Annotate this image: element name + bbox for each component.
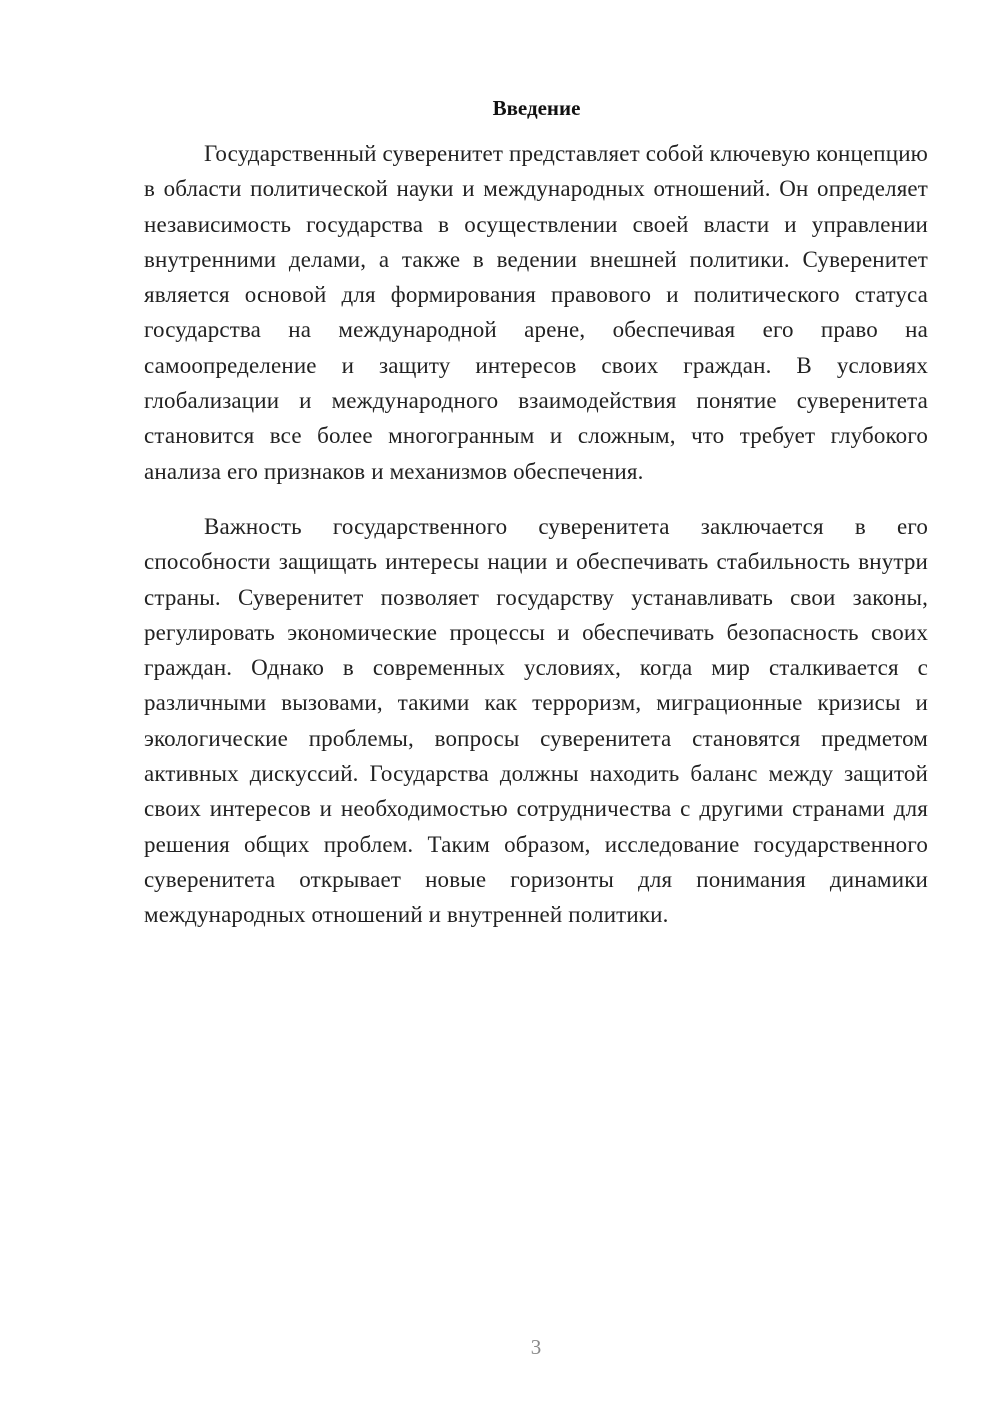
- paragraph-2: Важность государственного суверенитета заключается в его способности защищать интересы нации и обеспечивать стабильность внутри страны. Суверенитет позволяет государству устанавливать свои законы, регулировать экономические процессы и обеспечивать безопасность своих граждан. Однако в современных условиях, когда мир сталкивается с различными вызовами, такими как терроризм, миграционные кризисы и экологические проблемы, вопросы суверенитета становятся предметом активных дискуссий. Государства должны находить баланс между защитой своих интересов и необходимостью сотрудничества с другими странами для решения общих проблем. Таким образом, исследование государственного суверенитета открывает новые горизонты для понимания динамики международных отношений и внутренней политики.: [144, 513, 928, 928]
- section-heading: Введение: [492, 96, 581, 120]
- page-content: [144, 92, 928, 953]
- paragraph-1: Государственный суверенитет представляет собой ключевую концепцию в области политической науки и международных отношений. Он определяет независимость государства в осуществлении своей власти и управлении внутренними делами, а также в ведении внешней политики. Суверенитет является основой для формирования правового и политического статуса государства на международной арене, обеспечивая его право на самоопределение и защиту интересов своих граждан. В условиях глобализации и международного взаимодействия понятие суверенитета становится все более многогранным и сложным, что требует глубокого анализа его признаков и механизмов обеспечения.: [144, 141, 928, 484]
- page-number: 3: [530, 1335, 542, 1359]
